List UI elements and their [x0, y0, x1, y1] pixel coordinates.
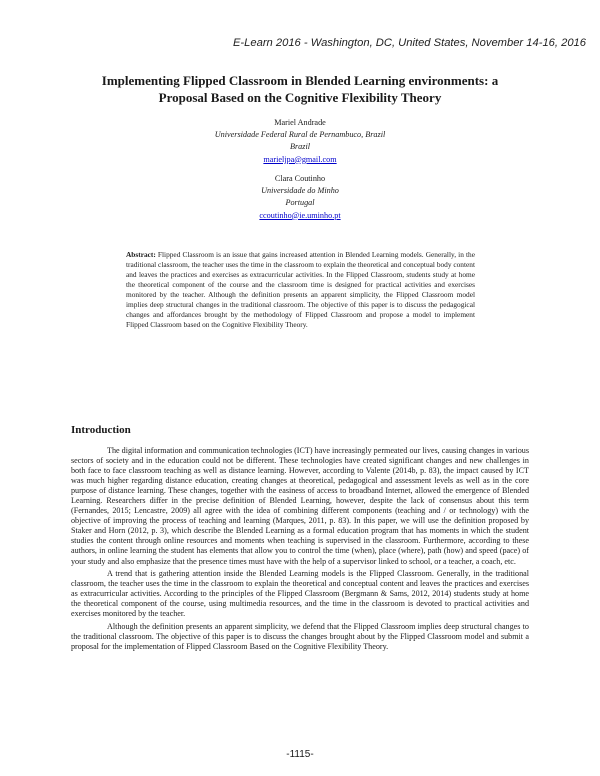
body-paragraph: The digital information and communication technologies (ICT) have increasingly permeated our lives, causing changes in various sectors of society and in the education could not be different. These technologies have created significant changes and new challenges in both face to face classroom teaching as well as distance learning. However, according to Valente (2014b, p. 83), the impact caused by ICT was much higher regarding distance education, creating changes at theoretical, pedagogical and assessment levels as well as in the core purpose of distance learning. These changes, together with the easiness of access to broadband Internet, allowed the emergence of Blended Learning. Researchers differ in the precise definition of Blended Learning, however, despite the lack of consensus about this term (Fernandes, 2015; Lencastre, 2009) all agree with the idea of combining different components (teaching and / or technology) with the objective of improving the process of teaching and learning (Marques, 2011, p. 83). In this paper, we will use the definition proposed by Staker and Horn (2012, p. 3), which describe the Blended Learning as a formal education program that has moments in which the student studies the content through online resources and moments when teaching is supervised in the classroom. Furthermore, according to these authors, in online learning the student has elements that allow you to control the time (when), place (where), path (how) and speed (pace) of your study and also emphasize that the presence times must have with the help of a supervisor linked to school, or a teacher, a coach, etc. [71, 446, 529, 566]
page-number: -1115- [286, 749, 314, 760]
author-country: Portugal [285, 198, 315, 208]
author-name: Clara Coutinho [274, 174, 326, 183]
author-email-link[interactable]: ccoutinho@ie.uminho.pt [259, 210, 341, 220]
author-affiliation: Universidade do Minho [261, 186, 339, 196]
introduction-body [71, 446, 529, 655]
conference-header: E-Learn 2016 - Washington, DC, United States, November 14-16, 2016 [232, 37, 586, 49]
body-paragraph: A trend that is gathering attention inside the Blended Learning models is the Flipped Classroom. Generally, in the traditional classroom, the teacher uses the time in the classroom to explain the theoretical and conceptual content and leaves the practices and exercises as extracurricular activities. According to the principles of the Flipped Classroom (Bergmann & Sams, 2012, 2014) students study at home the theoretical component of the course, using multimedia resources, and the time in the classroom is devoted to practical activities and exercises monitored by the teacher. [71, 569, 529, 619]
paper-title: Implementing Flipped Classroom in Blended Learning environments: a Proposal Based on the Cognitive Flexibility Theory [101, 73, 499, 105]
author-block-2 [150, 173, 450, 222]
author-email-link[interactable]: marieljpa@gmail.com [263, 154, 337, 164]
author-name: Mariel Andrade [274, 118, 326, 127]
section-heading-introduction: Introduction [71, 424, 131, 436]
abstract [126, 250, 475, 330]
author-affiliation: Universidade Federal Rural de Pernambuco, Brazil [214, 130, 386, 140]
author-block-1 [150, 117, 450, 166]
abstract-label: Abstract: [126, 250, 156, 259]
abstract-text: Flipped Classroom is an issue that gains increased attention in Blended Learning models. Generally, in the traditional classroom, the teacher uses the time in the classroom to explain the theoretical and conceptual body content and leaves the practices and exercises as extracurricular activities. In the Flipped Classroom, students study at home the theoretical component of the course and the classroom time is designed for practical activities and exercises monitored by the teacher. Although the definition presents an apparent simplicity, the Flipped Classroom model implies deep structural changes in the traditional classroom. The objective of this paper is to discuss the pedagogical changes and affordances brought by the methodology of Flipped Classroom and propose a model to implement Flipped Classroom based on the Cognitive Flexibility Theory. [126, 250, 475, 329]
author-country: Brazil [289, 142, 311, 152]
body-paragraph: Although the definition presents an apparent simplicity, we defend that the Flipped Classroom implies deep structural changes to the traditional classroom. The objective of this paper is to discuss the changes brought about by the Flipped Classroom model and submit a proposal for the implementation of Flipped Classroom Based on the Cognitive Flexibility Theory. [71, 621, 529, 652]
